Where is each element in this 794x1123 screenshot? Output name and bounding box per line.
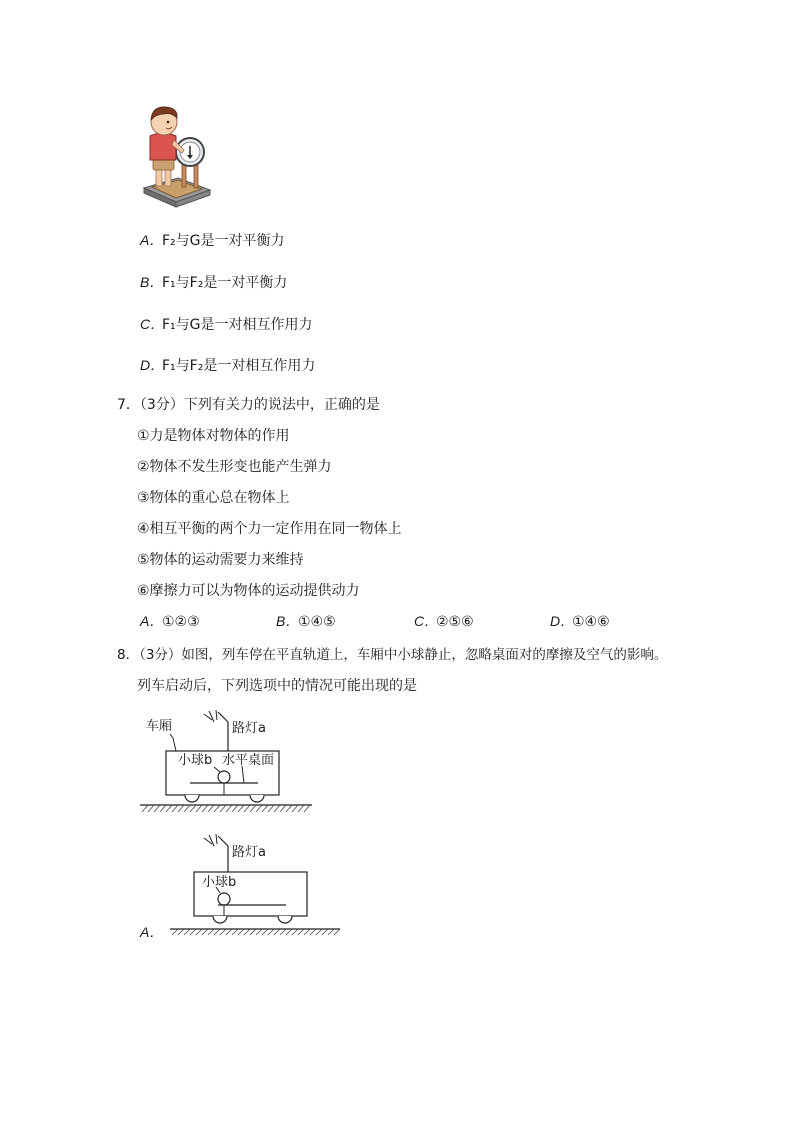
option-a-ball-label: 小球b (202, 875, 237, 890)
option-text: ①④⑥ (572, 614, 610, 630)
q7-option-c[interactable] (414, 612, 474, 631)
option-a-lamp-label: 路灯a (232, 845, 266, 860)
option-text: F₁与F₂是一对平衡力 (162, 275, 288, 291)
option-label: B． (140, 274, 164, 290)
q7-statement-2: ②物体不发生形变也能产生弹力 (137, 459, 332, 475)
q7-statement-3: ③物体的重心总在物体上 (137, 490, 290, 506)
option-text: F₁与F₂是一对相互作用力 (162, 358, 316, 374)
option-label: D． (550, 613, 575, 629)
boy-on-scale-figure (138, 100, 218, 210)
q6-option-c[interactable] (140, 315, 313, 334)
q7-option-b[interactable] (276, 612, 336, 631)
lamp-label: 路灯a (232, 721, 266, 736)
q8-stem-line2: 列车启动后，下列选项中的情况可能出现的是 (137, 678, 417, 694)
q7-statement-5: ⑤物体的运动需要力来维持 (137, 552, 304, 568)
option-text: ②⑤⑥ (436, 614, 474, 630)
q6-option-d[interactable] (140, 356, 315, 375)
q7-option-d[interactable] (550, 612, 610, 631)
option-text: F₂与G是一对平衡力 (162, 233, 285, 249)
q6-option-b[interactable] (140, 273, 287, 292)
q7-stem: 7．（3分）下列有关力的说法中，正确的是 (117, 397, 380, 413)
option-text: ①②③ (162, 614, 200, 630)
q8-train-figure (140, 708, 320, 818)
q7-statement-4: ④相互平衡的两个力一定作用在同一物体上 (137, 521, 402, 537)
option-label: A． (140, 232, 164, 248)
ball-label: 小球b (178, 753, 213, 768)
q6-option-a[interactable] (140, 231, 285, 250)
q7-option-a[interactable] (140, 612, 200, 631)
option-label: B． (276, 613, 300, 629)
option-label: C． (140, 316, 165, 332)
q8-stem-line1: 8．（3分）如图，列车停在平直轨道上，车厢中小球静止，忽略桌面对的摩擦及空气的影响。 (117, 647, 668, 663)
table-label: 水平桌面 (222, 753, 275, 768)
q7-statement-1: ①力是物体对物体的作用 (137, 428, 290, 444)
carriage-label: 车厢 (146, 719, 173, 734)
q7-statement-6: ⑥摩擦力可以为物体的运动提供动力 (137, 583, 360, 599)
option-label: C． (414, 613, 439, 629)
option-label: A． (140, 613, 164, 629)
option-text: ①④⑤ (298, 614, 336, 630)
option-label: A． (140, 924, 164, 940)
option-label: D． (140, 357, 165, 373)
q8-option-a-figure (168, 830, 348, 940)
q8-option-a[interactable] (140, 923, 162, 942)
option-text: F₁与G是一对相互作用力 (162, 317, 313, 333)
